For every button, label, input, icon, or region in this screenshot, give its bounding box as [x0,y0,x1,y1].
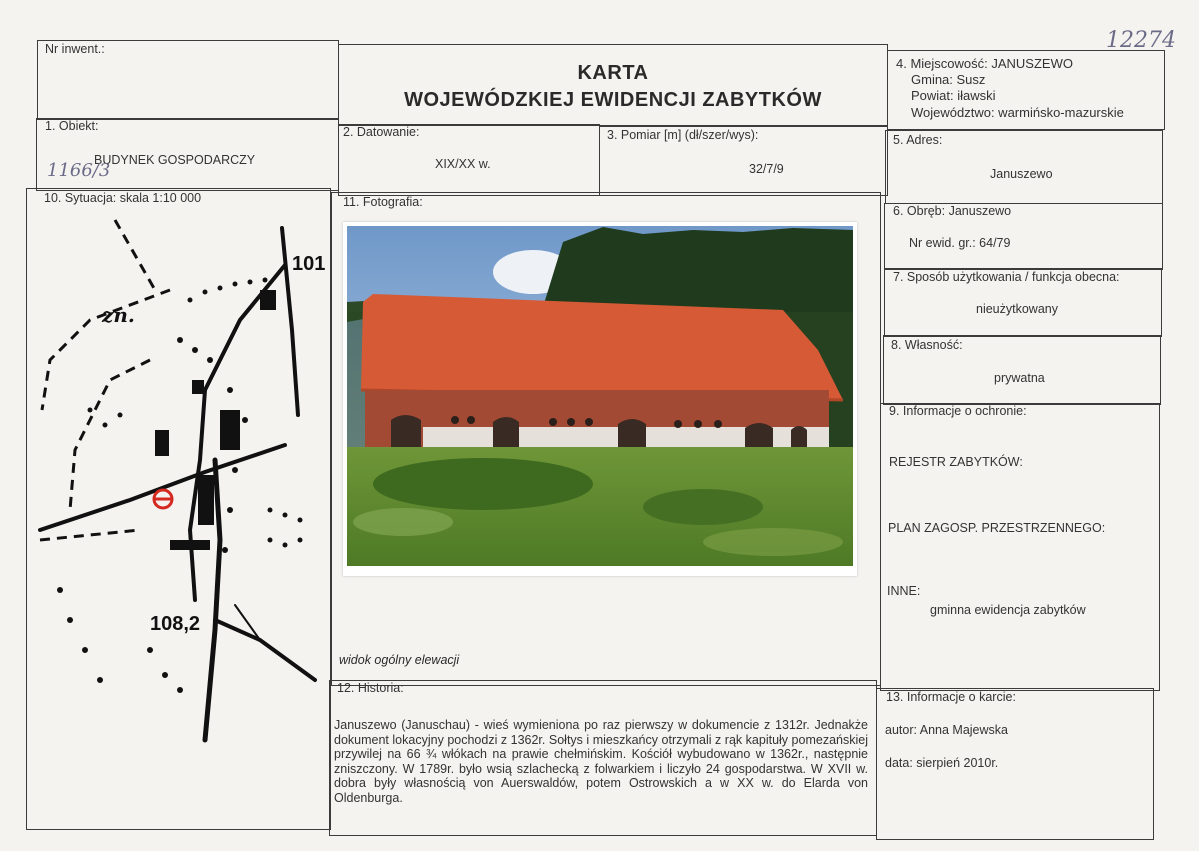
card-info-label: 13. Informacje o karcie: [886,690,1016,704]
other-label: INNE: [887,584,921,598]
photo-caption: widok ogólny elewacji [339,653,460,667]
card-title: KARTA [577,62,649,84]
ownership-label: 8. Własność: [891,338,963,352]
photo-roof [361,294,843,400]
wojewodztwo-label: Województwo: warmińsko-mazurskie [911,105,1124,120]
gmina-label: Gmina: Susz [911,72,986,87]
measure-label: 3. Pomiar [m] (dł/szer/wys): [607,128,759,142]
handwritten-object-code: 1166/3 [47,160,111,181]
protection-label: 9. Informacje o ochronie: [889,404,1027,418]
powiat-label: Powiat: iławski [911,88,996,103]
history-text: Januszewo (Januschau) - wieś wymieniona po raz pierwszy w dokumencie z 1312r. Jednakże dokument lokacyjny pochodzi z 1362r. Sołtys i mieszkańcy otrzymali z rąk kapituły pomezańskiej przywilej na 66 ¾ włókach na prawie chełmińskim. Kościół wybudowano w 1362r., następnie zniszczony. W 1789r. było wsią szlachecką z folwarkiem i liczyło 24 gospodarstwa. W XVII w. dobra były własnością von Auerswaldów, potem Ostrowskich a w XX w. do Elarda von Oldenburga. [334,718,868,805]
address-value: Januszewo [990,167,1053,181]
inventory-label: Nr inwent.: [45,42,105,56]
object-label: 1. Obiekt: [45,119,99,133]
map-label-108: 108,2 [150,613,201,635]
card-author: autor: Anna Majewska [885,723,1008,737]
measure-value: 32/7/9 [749,162,784,176]
object-value: BUDYNEK GOSPODARCZY [94,153,256,167]
usage-value: nieużytkowany [976,302,1058,316]
title-cell [338,44,888,126]
card-date: data: sierpień 2010r. [885,756,999,770]
situation-label: 10. Sytuacja: skala 1:10 000 [44,191,202,205]
dating-value: XIX/XX w. [435,157,491,171]
building-photo [343,222,857,576]
other-value: gminna ewidencja zabytków [930,603,1086,617]
precinct-label: 6. Obręb: Januszewo [893,204,1012,218]
map-label-zn: zn. [102,303,135,327]
register-label: REJESTR ZABYTKÓW: [889,455,1023,469]
map-buildings [155,290,276,550]
handwritten-inventory-number: 12274 [1106,28,1176,53]
situation-map [30,210,328,750]
usage-label: 7. Sposób użytkowania / funkcja obecna: [893,270,1120,284]
map-label-101: 101 [292,253,326,275]
dating-label: 2. Datowanie: [343,125,420,139]
history-label: 12. Historia: [337,681,404,695]
ownership-value: prywatna [994,371,1045,385]
location-label: 4. Miejscowość: JANUSZEWO [896,56,1073,71]
card-subtitle: WOJEWÓDZKIEJ EWIDENCJI ZABYTKÓW [404,89,822,111]
address-label: 5. Adres: [893,133,943,147]
plan-label: PLAN ZAGOSP. PRZESTRZENNEGO: [888,521,1106,535]
plot-number: Nr ewid. gr.: 64/79 [909,236,1011,250]
photo-label: 11. Fotografia: [343,195,423,209]
protection-cell [880,403,1160,691]
